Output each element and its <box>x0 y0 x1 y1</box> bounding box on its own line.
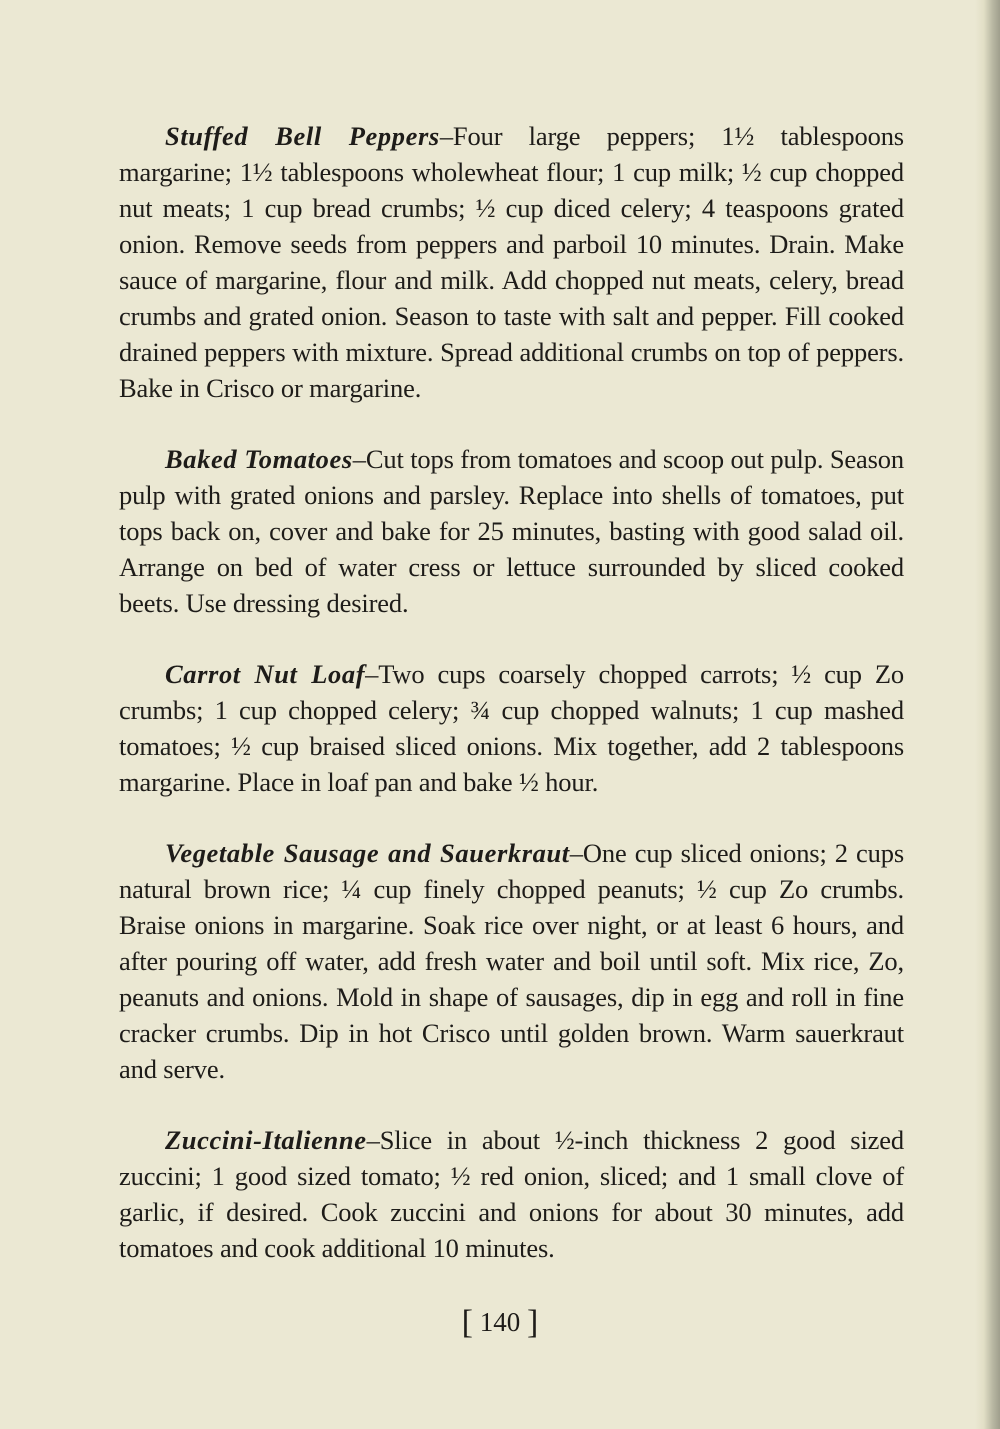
title-dash: – <box>365 659 379 689</box>
page-number-value: 140 <box>479 1307 521 1337</box>
title-dash: – <box>439 121 453 151</box>
page-edge-shadow <box>975 0 1000 1429</box>
recipe-vegetable-sausage <box>119 835 904 1087</box>
page-number <box>0 1304 1000 1342</box>
recipe-baked-tomatoes <box>119 441 904 621</box>
page-number-open-bracket: [ <box>461 1304 473 1341</box>
recipe-zuccini-italienne <box>119 1122 904 1266</box>
recipe-title: Carrot Nut Loaf <box>165 659 366 689</box>
recipe-title: Baked Tomatoes <box>165 444 353 474</box>
title-dash: – <box>569 838 583 868</box>
recipe-title: Zuccini-Italienne <box>165 1125 367 1155</box>
recipe-list <box>119 118 904 1266</box>
title-dash: – <box>366 1125 380 1155</box>
recipe-text: Four large peppers; 1½ tablespoons margarine; 1½ tablespoons wholewheat flour; 1 cup milk; ½ cup chopped nut meats; 1 cup bread crumbs; ½ cup diced celery; 4 teaspoons grated onion. Remove seeds from peppers and parboil 10 minutes. Drain. Make sauce of margarine, flour and milk. Add chopped nut meats, celery, bread crumbs and grated onion. Season to taste with salt and pepper. Fill cooked drained peppers with mixture. Spread additional crumbs on top of peppers. Bake in Crisco or margarine. <box>119 121 904 403</box>
recipe-title: Stuffed Bell Peppers <box>165 121 440 151</box>
recipe-text: Two cups coarsely chopped carrots; ½ cup Zo crumbs; 1 cup chopped celery; ¾ cup chopped walnuts; 1 cup mashed tomatoes; ½ cup braised sliced onions. Mix together, add 2 tablespoons margarine. Place in loaf pan and bake ½ hour. <box>119 659 904 797</box>
recipe-text: Slice in about ½-inch thickness 2 good sized zuccini; 1 good sized tomato; ½ red onion, sliced; and 1 small clove of garlic, if desired. Cook zuccini and onions for about 30 minutes, add tomatoes and cook additional 10 minutes. <box>119 1125 904 1263</box>
title-dash: – <box>352 444 366 474</box>
recipe-text: One cup sliced onions; 2 cups natural brown rice; ¼ cup finely chopped peanuts; ½ cup Zo crumbs. Braise onions in margarine. Soak rice over night, or at least 6 hours, and after pouring off water, add fresh water and boil until soft. Mix rice, Zo, peanuts and onions. Mold in shape of sausages, dip in egg and roll in fine cracker crumbs. Dip in hot Crisco until golden brown. Warm sauerkraut and serve. <box>119 838 904 1084</box>
recipe-title: Vegetable Sausage and Sauerkraut <box>165 838 570 868</box>
recipe-carrot-nut-loaf <box>119 656 904 800</box>
recipe-stuffed-bell-peppers <box>119 118 904 406</box>
page-number-close-bracket: ] <box>527 1304 539 1341</box>
recipe-text: Cut tops from tomatoes and scoop out pulp. Season pulp with grated onions and parsley. Replace into shells of tomatoes, put tops back on, cover and bake for 25 minutes, basting with good salad oil. Arrange on bed of water cress or lettuce surrounded by sliced cooked beets. Use dressing desired. <box>119 444 904 618</box>
